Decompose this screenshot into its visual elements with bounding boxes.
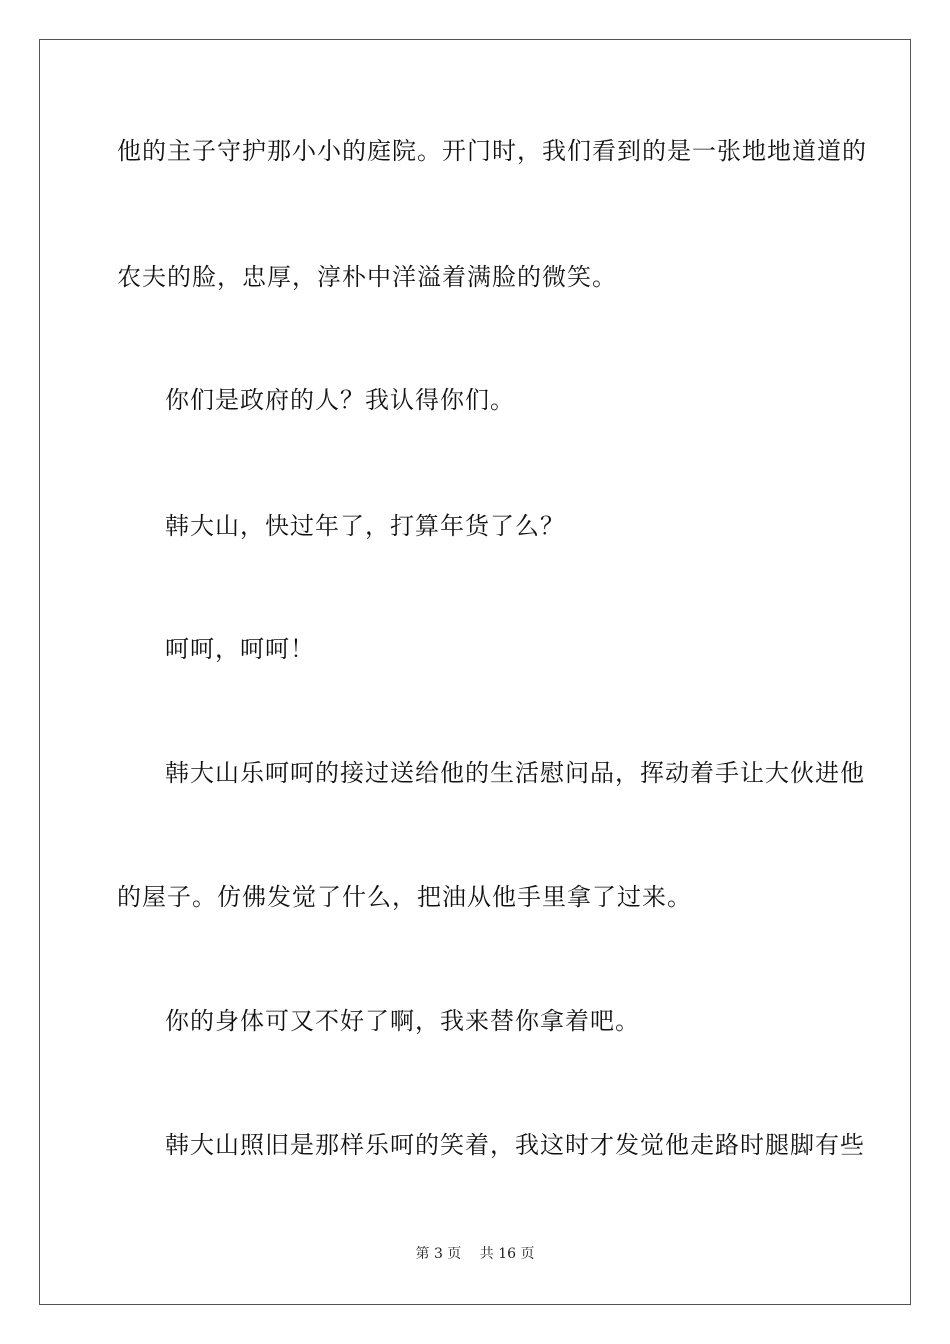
paragraph-line: 韩大山，快过年了，打算年货了么？ [165, 512, 565, 540]
paragraph-line: 的屋子。仿佛发觉了什么，把油从他手里拿了过来。 [117, 883, 692, 911]
paragraph-line: 他的主子守护那小小的庭院。开门时，我们看到的是一张地地道道的 [117, 137, 867, 165]
paragraph-line: 呵呵，呵呵！ [165, 635, 315, 663]
paragraph-line: 韩大山照旧是那样乐呵的笑着，我这时才发觉他走路时腿脚有些 [165, 1131, 865, 1159]
page-footer [0, 1244, 950, 1264]
paragraph-line: 你的身体可又不好了啊，我来替你拿着吧。 [165, 1007, 640, 1035]
page-border [39, 39, 911, 1305]
total-pages: 共 16 页 [479, 1246, 535, 1262]
paragraph-line: 韩大山乐呵呵的接过送给他的生活慰问品，挥动着手让大伙进他 [165, 759, 865, 787]
page-number: 第 3 页 [415, 1246, 462, 1262]
paragraph-line: 农夫的脸，忠厚，淳朴中洋溢着满脸的微笑。 [117, 263, 617, 291]
paragraph-line: 你们是政府的人？我认得你们。 [165, 386, 515, 414]
